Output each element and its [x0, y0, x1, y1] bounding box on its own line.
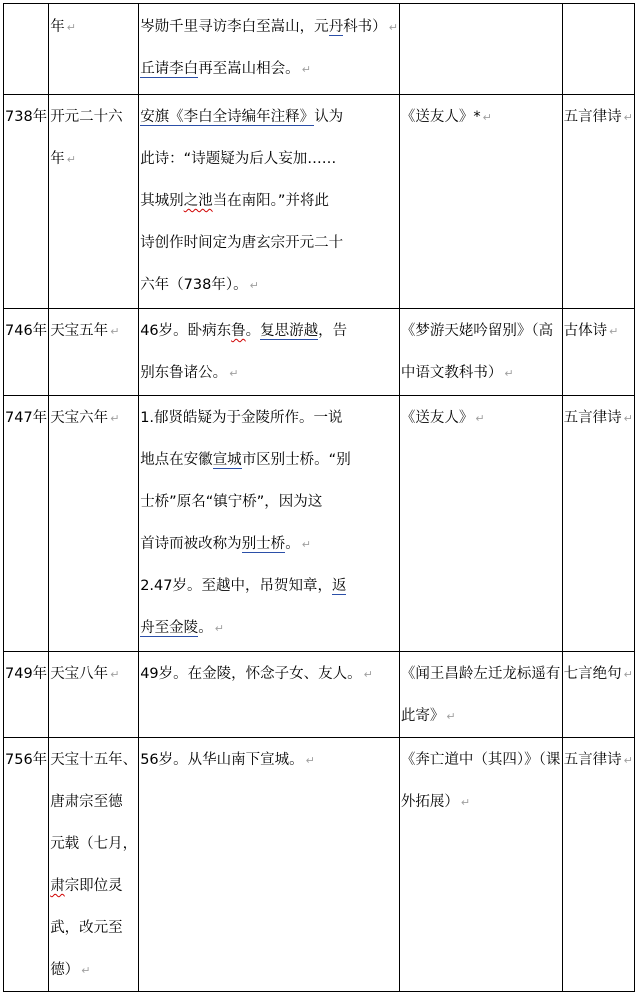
- era-cell: 天宝八年 ↵: [49, 652, 139, 738]
- genre-cell: 古体诗 ↵: [562, 309, 634, 396]
- year-cell: 749年: [4, 652, 49, 738]
- event-cell: 1.郁贤皓疑为于金陵所作。一说 地点在安徽宣城市区别士桥。“别 士桥”原名“镇宁桥”，因为这 首诗而被改称为别士桥。 ↵ 2.47岁。至越中，吊贺知章，返 舟至金陵。 ↵: [139, 396, 400, 652]
- poem-cell: [399, 4, 562, 95]
- genre-cell: 五言律诗 ↵: [562, 396, 634, 652]
- year-cell: 746年: [4, 309, 49, 396]
- poem-cell: 《梦游天姥吟留别》（高 中语文教科书） ↵: [399, 309, 562, 396]
- event-cell: 49岁。在金陵，怀念子女、友人。 ↵: [139, 652, 400, 738]
- poem-cell: 《奔亡道中（其四）》（课 外拓展） ↵: [399, 738, 562, 992]
- era-cell: 天宝六年 ↵: [49, 396, 139, 652]
- event-cell: 46岁。卧病东鲁。复思游越，告 别东鲁诸公。 ↵: [139, 309, 400, 396]
- genre-cell: 五言律诗 ↵: [562, 738, 634, 992]
- era-cell: 天宝十五年、 唐肃宗至德 元载（七月， 肃宗即位灵 武，改元至 德） ↵: [49, 738, 139, 992]
- event-cell: 56岁。从华山南下宣城。 ↵: [139, 738, 400, 992]
- genre-cell: [562, 4, 634, 95]
- era-cell: 开元二十六 年 ↵: [49, 95, 139, 309]
- year-cell: [4, 4, 49, 95]
- genre-cell: 五言律诗 ↵: [562, 95, 634, 309]
- chronology-table: [3, 3, 635, 992]
- table-row: [4, 309, 635, 396]
- event-cell: 安旗《李白全诗编年注释》认为 此诗：“诗题疑为后人妄加…… 其城别之池当在南阳。”并将此 诗创作时间定为唐玄宗开元二十 六年（738年）。 ↵: [139, 95, 400, 309]
- genre-cell: 七言绝句 ↵: [562, 652, 634, 738]
- table-row: [4, 652, 635, 738]
- table-row: [4, 4, 635, 95]
- table-row: [4, 95, 635, 309]
- era-cell: 天宝五年 ↵: [49, 309, 139, 396]
- year-cell: 756年: [4, 738, 49, 992]
- era-cell: 年 ↵: [49, 4, 139, 95]
- poem-cell: 《送友人》* ↵: [399, 95, 562, 309]
- year-cell: 738年: [4, 95, 49, 309]
- poem-cell: 《送友人》 ↵: [399, 396, 562, 652]
- event-cell: 岑勋千里寻访李白至嵩山，元丹科书） ↵ 丘请李白再至嵩山相会。 ↵: [139, 4, 400, 95]
- table-row: [4, 738, 635, 992]
- table-row: [4, 396, 635, 652]
- year-cell: 747年: [4, 396, 49, 652]
- poem-cell: 《闻王昌龄左迁龙标遥有 此寄》 ↵: [399, 652, 562, 738]
